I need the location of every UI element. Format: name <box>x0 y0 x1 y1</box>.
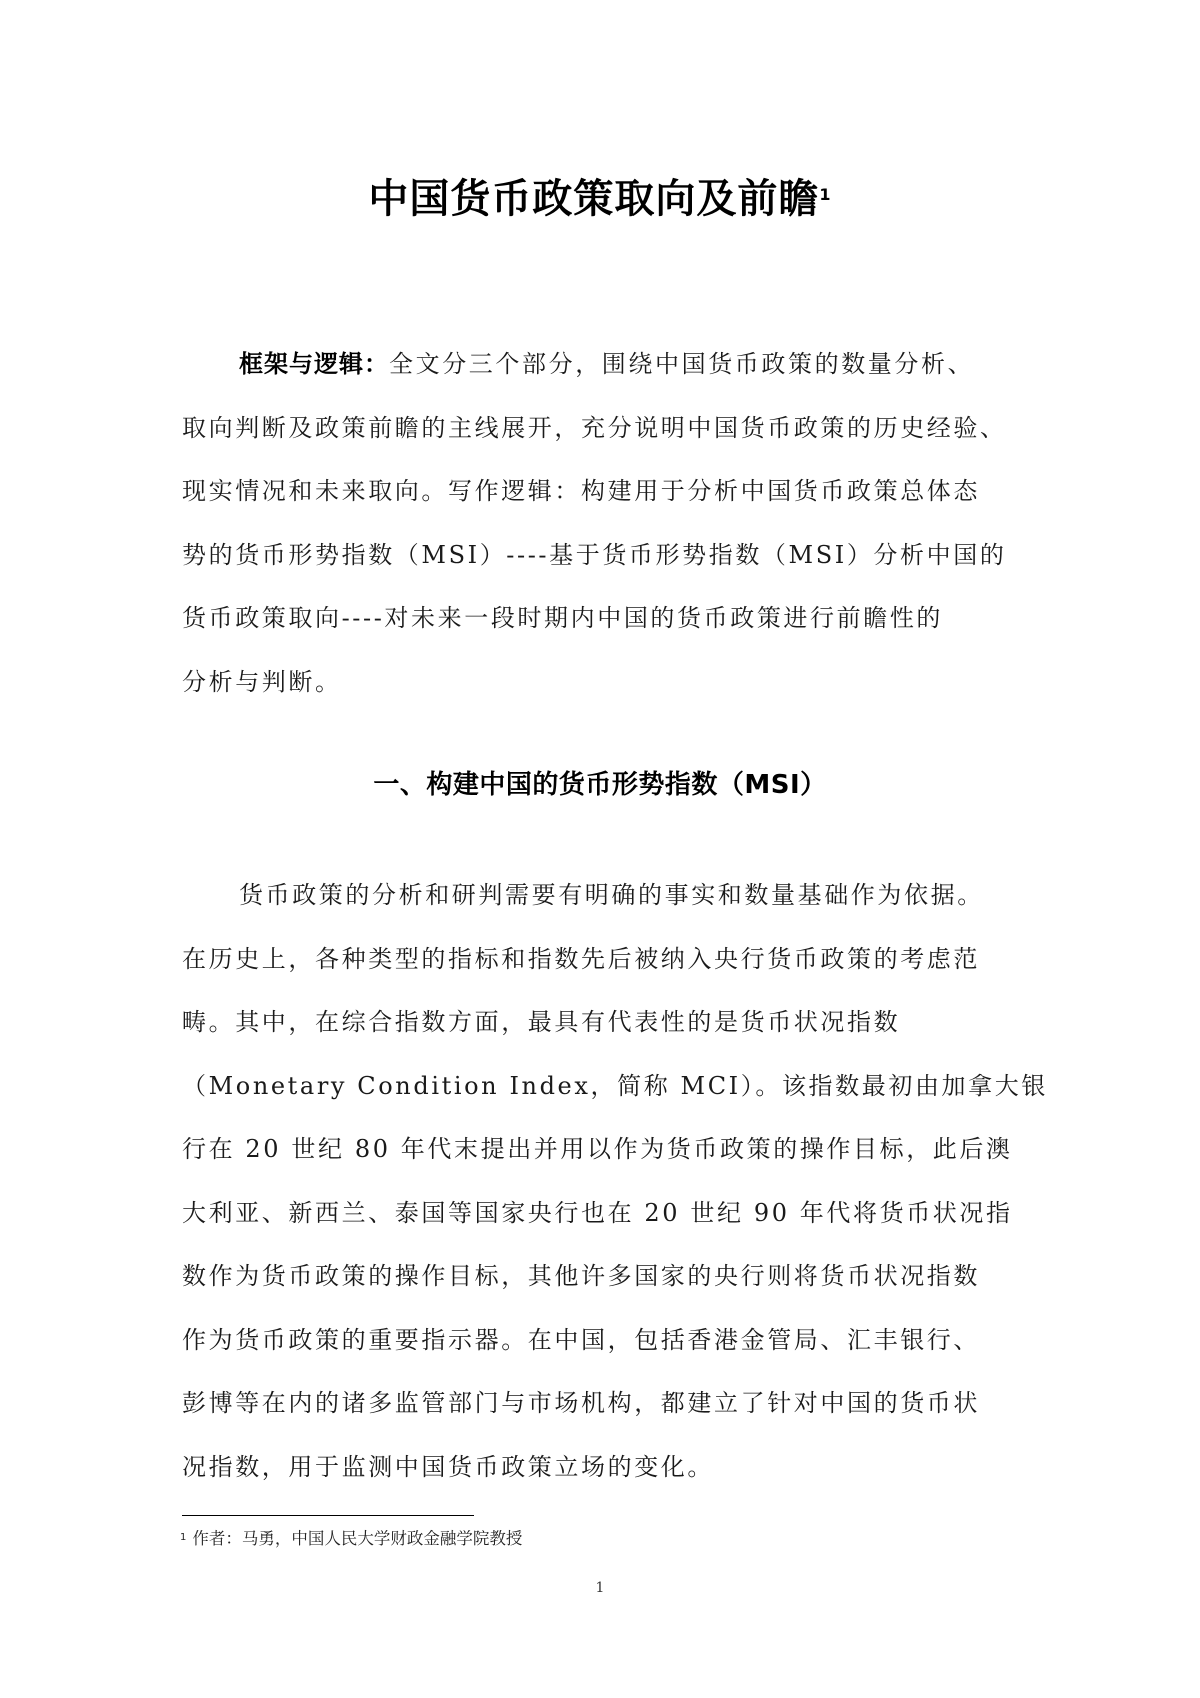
document-title <box>0 172 1200 226</box>
intro-line-1 <box>182 333 1036 397</box>
intro-line-5: 货币政策取向----对未来一段时期内中国的货币政策进行前瞻性的 <box>182 604 944 632</box>
intro-line-3: 现实情况和未来取向。写作逻辑：构建用于分析中国货币政策总体态 <box>182 477 980 505</box>
intro-line-6: 分析与判断。 <box>182 667 342 696</box>
intro-lead-label: 框架与逻辑： <box>239 350 389 378</box>
section-line-9: 彭博等在内的诸多监管部门与市场机构，都建立了针对中国的货币状 <box>182 1389 980 1417</box>
footnote <box>180 1527 522 1551</box>
intro-line-1-text: 全文分三个部分，围绕中国货币政策的数量分析、 <box>389 350 975 378</box>
section-line-8: 作为货币政策的重要指示器。在中国，包括香港金管局、汇丰银行、 <box>182 1325 980 1354</box>
footnote-divider <box>182 1515 474 1516</box>
footnote-marker: 1 <box>180 1532 187 1543</box>
section-1-paragraph <box>182 864 1048 1499</box>
section-line-2: 在历史上，各种类型的指标和指数先后被纳入央行货币政策的考虑范 <box>182 944 980 973</box>
page-number: 1 <box>595 1580 605 1596</box>
section-line-6: 大利亚、新西兰、泰国等国家央行也在 20 世纪 90 年代将货币状况指 <box>182 1198 1013 1227</box>
section-line-3: 畴。其中，在综合指数方面，最具有代表性的是货币状况指数 <box>182 1008 901 1036</box>
intro-line-2: 取向判断及政策前瞻的主线展开，充分说明中国货币政策的历史经验、 <box>182 413 1007 442</box>
section-line-1: 货币政策的分析和研判需要有明确的事实和数量基础作为依据。 <box>239 881 984 909</box>
intro-paragraph <box>182 333 1036 714</box>
section-line-4: （Monetary Condition Index，简称 MCI）。该指数最初由加拿大银 <box>182 1071 1048 1100</box>
footnote-text: 作者：马勇，中国人民大学财政金融学院教授 <box>192 1529 523 1548</box>
title-text: 中国货币政策取向及前瞻 <box>368 176 820 222</box>
section-line-7: 数作为货币政策的操作目标，其他许多国家的央行则将货币状况指数 <box>182 1262 980 1290</box>
intro-line-4: 势的货币形势指数（MSI）----基于货币形势指数（MSI）分析中国的 <box>182 540 1007 569</box>
section-heading: 一、构建中国的货币形势指数（MSI） <box>373 770 827 800</box>
section-line-5: 行在 20 世纪 80 年代末提出并用以作为货币政策的操作目标，此后澳 <box>182 1135 1013 1163</box>
title-footnote-marker: 1 <box>819 185 832 204</box>
section-line-10: 况指数，用于监测中国货币政策立场的变化。 <box>182 1452 714 1481</box>
